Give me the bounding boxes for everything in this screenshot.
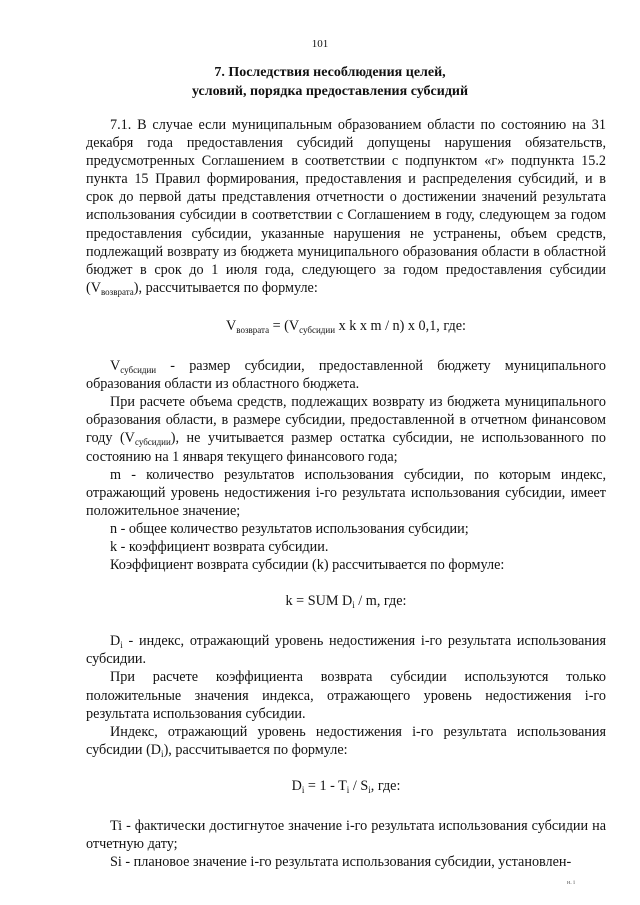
formula-part: D xyxy=(291,777,302,794)
footer-mark: н. і xyxy=(567,880,575,886)
paragraph-7-1 xyxy=(86,116,606,297)
paragraph-k-formula-intro: Коэффициент возврата субсидии (k) рассчитывается по формуле: xyxy=(110,557,505,574)
body-text xyxy=(86,116,606,871)
subscript: i xyxy=(352,600,355,611)
section-heading xyxy=(70,63,590,101)
page-number: 101 xyxy=(311,38,329,50)
heading-line-2: условий, порядка предоставления субсидий xyxy=(191,84,469,99)
subscript: i xyxy=(346,784,350,795)
formula-part: V xyxy=(226,317,237,334)
paragraph-7-1-tail: ), рассчитывается по формуле: xyxy=(133,279,318,296)
paragraph-v-subsidy xyxy=(86,357,606,393)
text-part: - индекс, отражающий уровень недостижения i-го результата использования субсидии. xyxy=(86,633,606,668)
subscript: i xyxy=(301,784,305,795)
subscript: субсидии xyxy=(134,437,171,448)
text-part: V xyxy=(110,358,121,375)
formula-part: = (V xyxy=(269,317,300,334)
text-part: Индекс, отражающий уровень недостижения i-го результата использования субсидии (D xyxy=(86,723,606,758)
paragraph-calculation-note xyxy=(86,393,606,465)
formula-part: / S xyxy=(349,777,369,794)
text-part: - размер субсидии, предоставленной бюджету муниципального образования области из областного бюджета. xyxy=(86,358,606,393)
text-part: ), рассчитывается по формуле: xyxy=(163,741,348,758)
formula-part: k = SUM D xyxy=(285,593,353,610)
formula-di xyxy=(86,777,606,795)
formula-part: = 1 - T xyxy=(304,777,347,794)
text-part: ), не учитывается размер остатка субсидии, не использованного по состоянию на 1 января текущего финансового года; xyxy=(86,430,606,465)
paragraph-ti-definition: Ti - фактически достигнутое значение i-го результата использования субсидии на отчетную дату; xyxy=(86,818,606,853)
formula-part: , где: xyxy=(370,777,401,794)
subscript: i xyxy=(161,748,164,759)
subscript: возврата xyxy=(236,324,270,335)
paragraph-k-definition: k - коэффициент возврата субсидии. xyxy=(110,538,329,555)
text-part: D xyxy=(110,633,121,650)
subscript: субсидии xyxy=(120,365,157,376)
formula-part: x k x m / n) x 0,1, где: xyxy=(335,317,466,334)
paragraph-n-definition: n - общее количество результатов использования субсидии; xyxy=(110,520,469,537)
paragraph-m-definition: m - количество результатов использования субсидии, по которым индекс, отражающий уровень недостижения i-го результата использования субсидии, имеет положительное значение; xyxy=(86,466,606,519)
formula-return-volume xyxy=(86,317,606,335)
paragraph-7-1-text: 7.1. В случае если муниципальным образованием области по состоянию на 31 декабря года предоставления субсидий допущены нарушения обязательств, предусмотренных Соглашением в соответствии с подпунктом «г» подпункта 15.2 пункта 15 Правил формирования, предоставления и распределения субсидий, и в срок до первой даты представления отчетности о достижении значений результата использования субсидии в соответствии с Соглашением в году, следующем за годом предоставления субсидии, указанные нарушения не устранены, объем средств, подлежащий возврату из бюджета муниципального образования области в областной бюджет в срок до 1 июля года, следующего за годом предоставления субсидии (V xyxy=(86,117,606,296)
paragraph-si-definition: Si - плановое значение i-го результата использования субсидии, установлен- xyxy=(110,854,572,871)
text-part: При расчете объема средств, подлежащих возврату из бюджета муниципального образования области, в размере субсидии, предоставленной в отчетном финансовом году (V xyxy=(86,394,606,447)
subscript: субсидии xyxy=(299,324,336,335)
subscript: i xyxy=(368,784,371,795)
paragraph-positive-values: При расчете коэффициента возврата субсидии используются только положительные значения индекса, отражающего уровень недостижения i-го результата использования субсидии. xyxy=(86,669,606,722)
formula-part: / m, где: xyxy=(354,593,407,610)
paragraph-di-definition xyxy=(86,632,606,668)
subscript: i xyxy=(120,640,123,651)
heading-line-1: 7. Последствия несоблюдения целей, xyxy=(214,65,446,80)
formula-k xyxy=(86,592,606,610)
subscript: возврата xyxy=(100,286,134,297)
paragraph-di-formula-intro xyxy=(86,723,606,759)
